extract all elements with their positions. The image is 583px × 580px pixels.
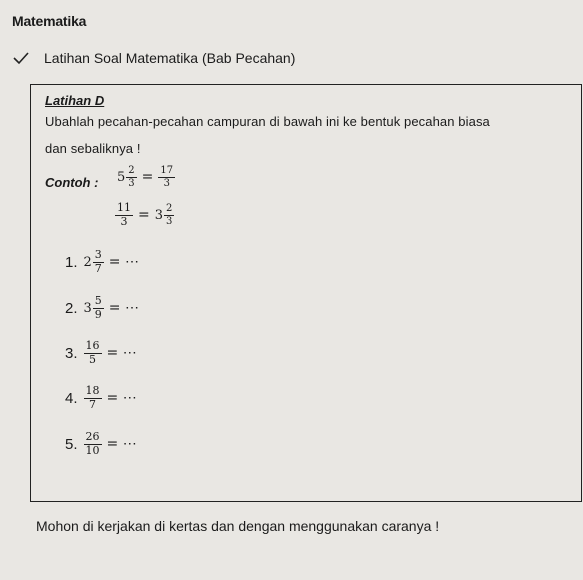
- problem-3-fraction: [84, 340, 102, 366]
- instruction-line-2: dan sebaliknya !: [45, 141, 141, 156]
- example-1-result-denominator: 3: [163, 177, 170, 189]
- problem-2-fraction: [93, 295, 104, 321]
- problem-3: [65, 340, 142, 366]
- example-1-result-numerator: 17: [160, 165, 174, 176]
- example-2-result-whole: 3: [154, 207, 164, 223]
- problem-5-numerator: 26: [85, 430, 100, 443]
- example-2-equals: =: [138, 207, 150, 224]
- example-1-whole: 5: [117, 169, 126, 185]
- example-2-result-fraction: [164, 203, 174, 227]
- problem-1-equals-blank: = ⋯: [108, 254, 139, 271]
- checkmark-icon: [12, 51, 30, 65]
- example-1-numerator: 2: [128, 165, 135, 176]
- problem-2-denominator: 9: [94, 307, 102, 321]
- problem-1-numerator: 3: [94, 248, 102, 261]
- example-2-fraction: [115, 202, 133, 228]
- example-1-equals: =: [141, 169, 154, 185]
- problem-1-denominator: 7: [94, 261, 102, 275]
- subject-title: Matematika: [12, 13, 87, 29]
- example-2-result-numerator: 2: [166, 203, 173, 215]
- footer-note: Mohon di kerjakan di kertas dan dengan menggunakan caranya !: [36, 518, 440, 534]
- problem-4-equals-blank: = ⋯: [106, 390, 137, 407]
- example-1-denominator: 3: [128, 177, 135, 189]
- problem-1-number: 1.: [65, 253, 78, 271]
- problem-2: [65, 295, 144, 321]
- problem-5-denominator: 10: [85, 443, 100, 457]
- problem-4-number: 4.: [65, 389, 78, 407]
- assignment-title: Latihan Soal Matematika (Bab Pecahan): [44, 50, 296, 66]
- assignment-header: [12, 50, 295, 66]
- problem-2-equals-blank: = ⋯: [108, 300, 139, 317]
- example-label: Contoh :: [45, 175, 99, 190]
- example-2-numerator: 11: [117, 201, 131, 214]
- problem-2-numerator: 5: [94, 294, 102, 307]
- problem-1-whole: 2: [83, 254, 92, 270]
- problem-3-denominator: 5: [89, 352, 97, 366]
- problem-5-equals-blank: = ⋯: [106, 436, 137, 453]
- example-2-result-denominator: 3: [166, 215, 173, 227]
- instruction-line-1: Ubahlah pecahan-pecahan campuran di bawah ini ke bentuk pecahan biasa: [45, 114, 490, 129]
- example-2: [115, 202, 174, 228]
- problem-5-fraction: [84, 431, 102, 457]
- problem-4-numerator: 18: [85, 384, 100, 397]
- problem-3-equals-blank: = ⋯: [106, 345, 137, 362]
- problem-2-whole: 3: [83, 300, 92, 316]
- problem-5-number: 5.: [65, 435, 78, 453]
- problem-2-number: 2.: [65, 299, 78, 317]
- problem-4-fraction: [84, 385, 102, 411]
- problem-4: [65, 385, 142, 411]
- example-1: [117, 165, 175, 189]
- example-2-denominator: 3: [120, 214, 128, 228]
- example-1-result-fraction: [158, 165, 175, 189]
- problem-4-denominator: 7: [89, 397, 97, 411]
- problem-3-number: 3.: [65, 344, 78, 362]
- exercise-box: [30, 84, 582, 502]
- problem-3-numerator: 16: [85, 339, 100, 352]
- problem-1: [65, 249, 144, 275]
- example-1-fraction: [126, 165, 136, 189]
- exercise-title: Latihan D: [45, 93, 105, 108]
- problem-1-fraction: [93, 249, 104, 275]
- problem-5: [65, 431, 142, 457]
